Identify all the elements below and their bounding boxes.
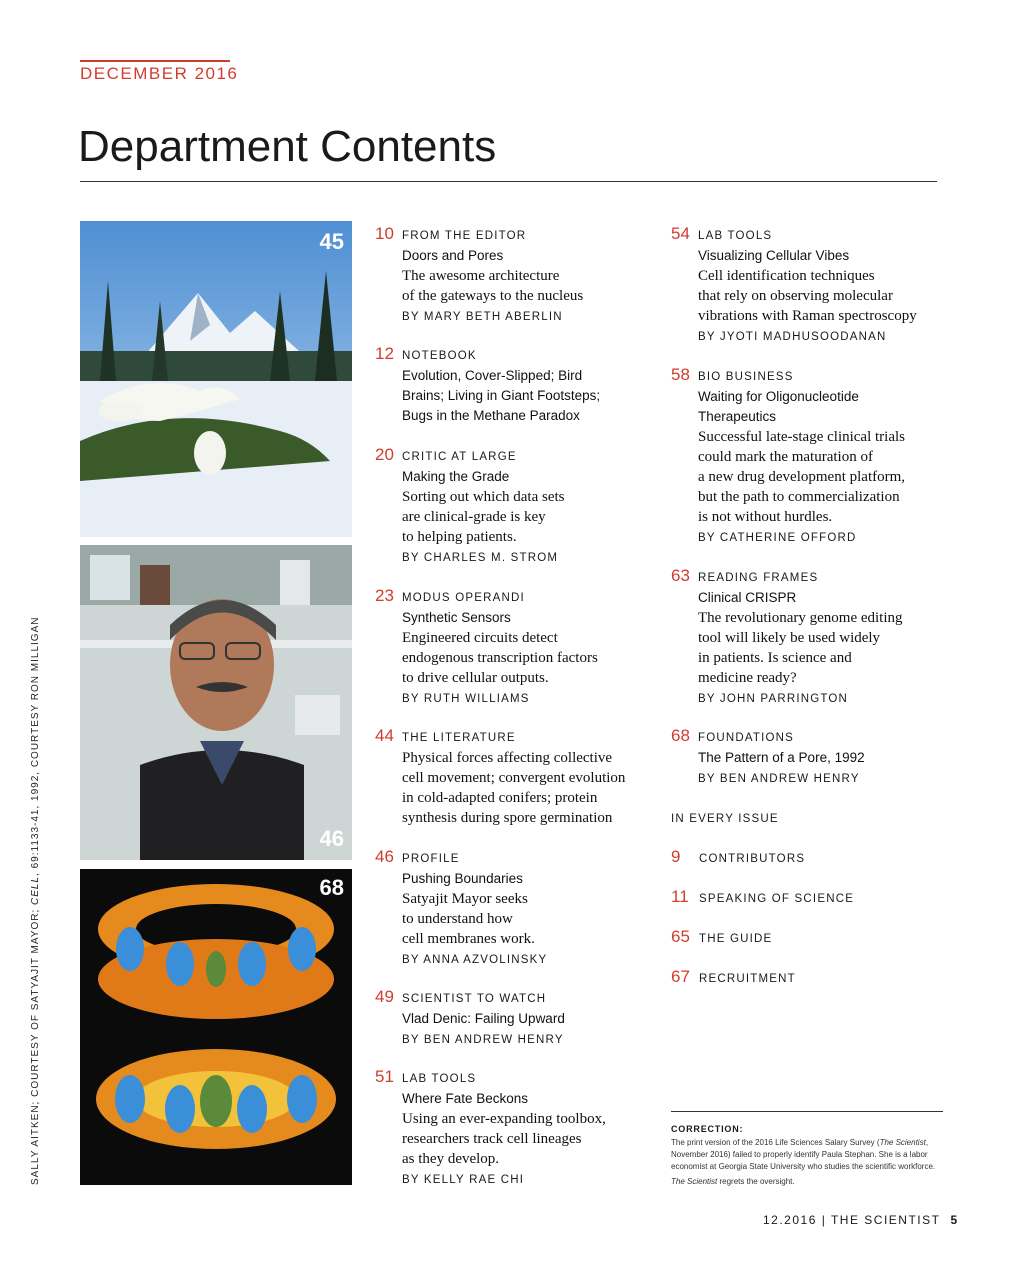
section-label: CONTRIBUTORS <box>699 853 806 865</box>
section-label: FOUNDATIONS <box>698 732 795 744</box>
page-number: 46 <box>375 847 394 866</box>
section-label: SPEAKING OF SCIENCE <box>699 893 855 905</box>
photo-snow-conifer <box>80 221 352 537</box>
description: Satyajit Mayor seeks <box>402 891 528 907</box>
in-every-issue-heading: IN EVERY ISSUE <box>671 813 779 825</box>
headline: Vlad Denic: Failing Upward <box>402 1011 565 1026</box>
description: endogenous transcription factors <box>402 650 598 666</box>
page-number: 58 <box>671 365 690 384</box>
page-number: 10 <box>375 224 394 243</box>
byline: BY JYOTI MADHUSOODANAN <box>698 331 887 343</box>
headline: Where Fate Beckons <box>402 1091 529 1106</box>
headline: Evolution, Cover-Slipped; Bird <box>402 368 583 383</box>
section-label: CRITIC AT LARGE <box>402 451 517 463</box>
description: that rely on observing molecular <box>698 288 893 304</box>
description: Successful late-stage clinical trials <box>698 429 906 445</box>
description: as they develop. <box>402 1151 500 1167</box>
section-label: RECRUITMENT <box>699 973 796 985</box>
page-number: 49 <box>375 987 394 1006</box>
description: to drive cellular outputs. <box>402 670 549 686</box>
description: in cold-adapted conifers; protein <box>402 790 598 806</box>
description: Using an ever-expanding toolbox, <box>402 1111 606 1127</box>
page-number: 51 <box>375 1067 394 1086</box>
description: medicine ready? <box>698 670 797 686</box>
description: vibrations with Raman spectroscopy <box>698 308 917 324</box>
page-footer <box>763 1213 959 1227</box>
byline: BY RUTH WILLIAMS <box>402 693 530 705</box>
footer-issue: 12.2016 | THE SCIENTIST <box>763 1213 941 1227</box>
headline: Making the Grade <box>402 469 510 484</box>
headline: Bugs in the Methane Paradox <box>402 408 580 423</box>
section-label: FROM THE EDITOR <box>402 230 527 242</box>
description: in patients. Is science and <box>698 650 852 666</box>
description: of the gateways to the nucleus <box>402 288 584 304</box>
description: Physical forces affecting collective <box>402 750 613 766</box>
page-number: 67 <box>671 967 690 986</box>
headline: Synthetic Sensors <box>402 610 511 625</box>
section-label: LAB TOOLS <box>402 1073 477 1085</box>
page-number: 65 <box>671 927 690 946</box>
description: a new drug development platform, <box>698 469 906 485</box>
byline: BY KELLY RAE CHI <box>402 1174 525 1186</box>
description: to helping patients. <box>402 529 517 545</box>
footer-page-number: 5 <box>950 1213 959 1227</box>
photo-page-number: 46 <box>319 826 344 851</box>
page-title: Department Contents <box>78 122 497 171</box>
description: cell membranes work. <box>402 931 535 947</box>
description: synthesis during spore germination <box>402 810 613 826</box>
section-label: LAB TOOLS <box>698 230 773 242</box>
issue-date-rule <box>80 60 230 62</box>
headline: Pushing Boundaries <box>402 871 523 886</box>
section-label: BIO BUSINESS <box>698 371 794 383</box>
headline: The Pattern of a Pore, 1992 <box>698 750 865 765</box>
byline: BY ANNA AZVOLINSKY <box>402 954 548 966</box>
page-number: 63 <box>671 566 690 585</box>
section-label: THE GUIDE <box>699 933 773 945</box>
photo-nuclear-pore <box>80 869 352 1185</box>
description: are clinical-grade is key <box>402 509 546 525</box>
headline: Waiting for Oligonucleotide <box>698 389 859 404</box>
description: researchers track cell lineages <box>402 1131 582 1147</box>
description: Engineered circuits detect <box>402 630 558 646</box>
issue-date: DECEMBER 2016 <box>80 64 239 83</box>
description: is not without hurdles. <box>698 509 833 525</box>
page-number: 54 <box>671 224 690 243</box>
byline: BY CHARLES M. STROM <box>402 552 559 564</box>
section-label: READING FRAMES <box>698 572 819 584</box>
correction-text: The print version of the 2016 Life Sciences Salary Survey (The Scientist, November 2016) failed to properly identify Paula Stephan. She is a labor economist at Georgia State University who studies the scientific workforce. <box>671 1138 936 1171</box>
description: but the path to commercialization <box>698 489 900 505</box>
section-label: SCIENTIST TO WATCH <box>402 993 547 1005</box>
description: Cell identification techniques <box>698 268 875 284</box>
description: could mark the maturation of <box>698 449 873 465</box>
page-number: 12 <box>375 344 394 363</box>
headline: Doors and Pores <box>402 248 504 263</box>
section-label: THE LITERATURE <box>402 732 516 744</box>
description: Sorting out which data sets <box>402 489 565 505</box>
description: cell movement; convergent evolution <box>402 770 626 786</box>
byline: BY BEN ANDREW HENRY <box>402 1034 564 1046</box>
description: The revolutionary genome editing <box>698 610 903 626</box>
byline: BY CATHERINE OFFORD <box>698 532 857 544</box>
photo-credit: SALLY AITKEN; COURTESY OF SATYAJIT MAYOR; CELL, 69:1133-41, 1992, COURTESY RON MILLIGAN <box>30 616 41 1185</box>
photo-page-number: 68 <box>319 875 344 900</box>
title-divider <box>80 181 937 182</box>
headline: Clinical CRISPR <box>698 590 797 605</box>
correction-divider <box>671 1111 943 1112</box>
description: tool will likely be used widely <box>698 630 881 646</box>
page-number: 68 <box>671 726 690 745</box>
correction-regret: The Scientist regrets the oversight. <box>671 1177 795 1186</box>
page-number: 9 <box>671 847 681 866</box>
photo-portrait <box>80 545 352 860</box>
byline: BY MARY BETH ABERLIN <box>402 311 563 323</box>
correction-heading: CORRECTION: <box>671 1124 744 1134</box>
section-label: PROFILE <box>402 853 460 865</box>
headline: Therapeutics <box>698 409 777 424</box>
byline: BY JOHN PARRINGTON <box>698 693 849 705</box>
section-label: NOTEBOOK <box>402 350 477 362</box>
byline: BY BEN ANDREW HENRY <box>698 773 860 785</box>
headline: Visualizing Cellular Vibes <box>698 248 850 263</box>
photo-page-number: 45 <box>319 229 344 254</box>
page-number: 11 <box>671 887 689 906</box>
page-number: 44 <box>375 726 394 745</box>
description: The awesome architecture <box>402 268 560 284</box>
section-label: MODUS OPERANDI <box>402 592 525 604</box>
headline: Brains; Living in Giant Footsteps; <box>402 388 601 403</box>
description: to understand how <box>402 911 513 927</box>
page-number: 23 <box>375 586 394 605</box>
page-number: 20 <box>375 445 394 464</box>
